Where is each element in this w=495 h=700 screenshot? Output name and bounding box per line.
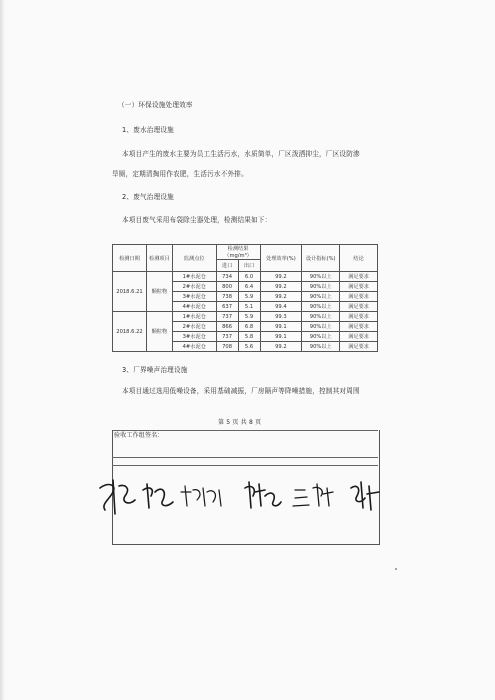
cell-point: 2#水泥仓 (172, 282, 216, 292)
exhaust-title: 2、废气治理设施 (122, 193, 174, 201)
cell-efficiency: 99.2 (260, 292, 302, 302)
cell-conclusion: 满足要求 (340, 292, 378, 302)
wastewater-text-line1: 本项目产生的废水主要为员工生活污水，水质简单，厂区泼洒抑尘，厂区设防渗 (122, 150, 360, 158)
noise-title: 3、厂界噪声治理设施 (122, 366, 188, 374)
signature-5 (293, 484, 333, 506)
cell-conclusion: 满足要求 (340, 312, 378, 322)
group-date: 2018.6.21 (113, 272, 147, 312)
header-conclusion: 结论 (340, 245, 378, 272)
cell-inlet: 737 (216, 332, 238, 342)
cell-inlet: 738 (216, 292, 238, 302)
cell-inlet: 708 (216, 342, 238, 352)
header-point: 监测点位 (172, 245, 216, 272)
cell-point: 4#水泥仓 (172, 302, 216, 312)
cell-conclusion: 满足要求 (340, 322, 378, 332)
cell-outlet: 6.0 (238, 272, 260, 282)
cell-design: 90%以上 (302, 272, 340, 282)
table-row (113, 272, 378, 282)
signature-rule (112, 457, 378, 458)
cell-design: 90%以上 (302, 322, 340, 332)
cell-inlet: 737 (216, 312, 238, 322)
cell-conclusion: 满足要求 (340, 302, 378, 312)
signature-label: 验收工作组签名： (114, 432, 164, 439)
header-design: 设计指标(%) (302, 245, 340, 272)
cell-design: 90%以上 (302, 312, 340, 322)
cell-design: 90%以上 (302, 342, 340, 352)
cell-point: 1#水泥仓 (172, 272, 216, 282)
scan-speck (395, 568, 397, 570)
cell-inlet: 637 (216, 302, 238, 312)
cell-outlet: 6.4 (238, 282, 260, 292)
cell-point: 4#水泥仓 (172, 342, 216, 352)
cell-efficiency: 99.2 (260, 272, 302, 282)
cell-outlet: 5.8 (238, 332, 260, 342)
cell-point: 3#水泥仓 (172, 332, 216, 342)
cell-point: 1#水泥仓 (172, 312, 216, 322)
cell-design: 90%以上 (302, 332, 340, 342)
exhaust-text: 本项目废气采用布袋除尘器处理，检测结果如下： (122, 216, 272, 224)
cell-efficiency: 99.1 (260, 322, 302, 332)
cell-efficiency: 99.4 (260, 302, 302, 312)
cell-efficiency: 99.2 (260, 282, 302, 292)
handwritten-signatures (95, 470, 385, 520)
cell-efficiency: 99.2 (260, 342, 302, 352)
cell-conclusion: 满足要求 (340, 332, 378, 342)
page-number: 第 5 页 共 8 页 (218, 419, 262, 426)
header-result: 检测结果（mg/m³） (216, 245, 260, 260)
header-inlet: 进口 (216, 260, 238, 272)
noise-text: 本项目通过选用低噪设备，采用基础减振，厂房隔声等降噪措施，控制其对周围 (122, 387, 360, 395)
header-date: 检测日期 (113, 245, 147, 272)
cell-conclusion: 满足要求 (340, 282, 378, 292)
header-item: 检测项目 (146, 245, 172, 272)
cell-design: 90%以上 (302, 292, 340, 302)
group-date: 2018.6.22 (113, 312, 147, 352)
cell-inlet: 800 (216, 282, 238, 292)
signature-2 (143, 484, 173, 508)
scan-edge-shadow (0, 0, 5, 700)
cell-point: 3#水泥仓 (172, 292, 216, 302)
cell-outlet: 5.6 (238, 342, 260, 352)
cell-conclusion: 满足要求 (340, 342, 378, 352)
cell-efficiency: 99.3 (260, 312, 302, 322)
wastewater-text-line2: 旱厕，定期清掏用作农肥，生活污水不外排。 (112, 170, 248, 178)
cell-outlet: 5.9 (238, 292, 260, 302)
cell-inlet: 734 (216, 272, 238, 282)
signature-1 (100, 480, 135, 514)
header-outlet: 出口 (238, 260, 260, 272)
section-heading: （一）环保设施处理效率 (118, 101, 193, 109)
signature-rule (112, 465, 378, 466)
header-efficiency: 处理效率(%) (260, 245, 302, 272)
cell-conclusion: 满足要求 (340, 272, 378, 282)
group-item: 颗粒物 (146, 272, 172, 312)
cell-outlet: 5.9 (238, 312, 260, 322)
monitoring-table (112, 244, 378, 352)
cell-outlet: 5.1 (238, 302, 260, 312)
cell-inlet: 866 (216, 322, 238, 332)
cell-efficiency: 99.1 (260, 332, 302, 342)
signature-3 (181, 486, 221, 506)
cell-design: 90%以上 (302, 302, 340, 312)
group-item: 颗粒物 (146, 312, 172, 352)
table-row (113, 312, 378, 322)
signature-6 (351, 482, 379, 510)
cell-design: 90%以上 (302, 282, 340, 292)
cell-point: 2#水泥仓 (172, 322, 216, 332)
wastewater-title: 1、废水治理设施 (122, 126, 174, 134)
signature-4 (245, 482, 281, 508)
cell-outlet: 6.8 (238, 322, 260, 332)
